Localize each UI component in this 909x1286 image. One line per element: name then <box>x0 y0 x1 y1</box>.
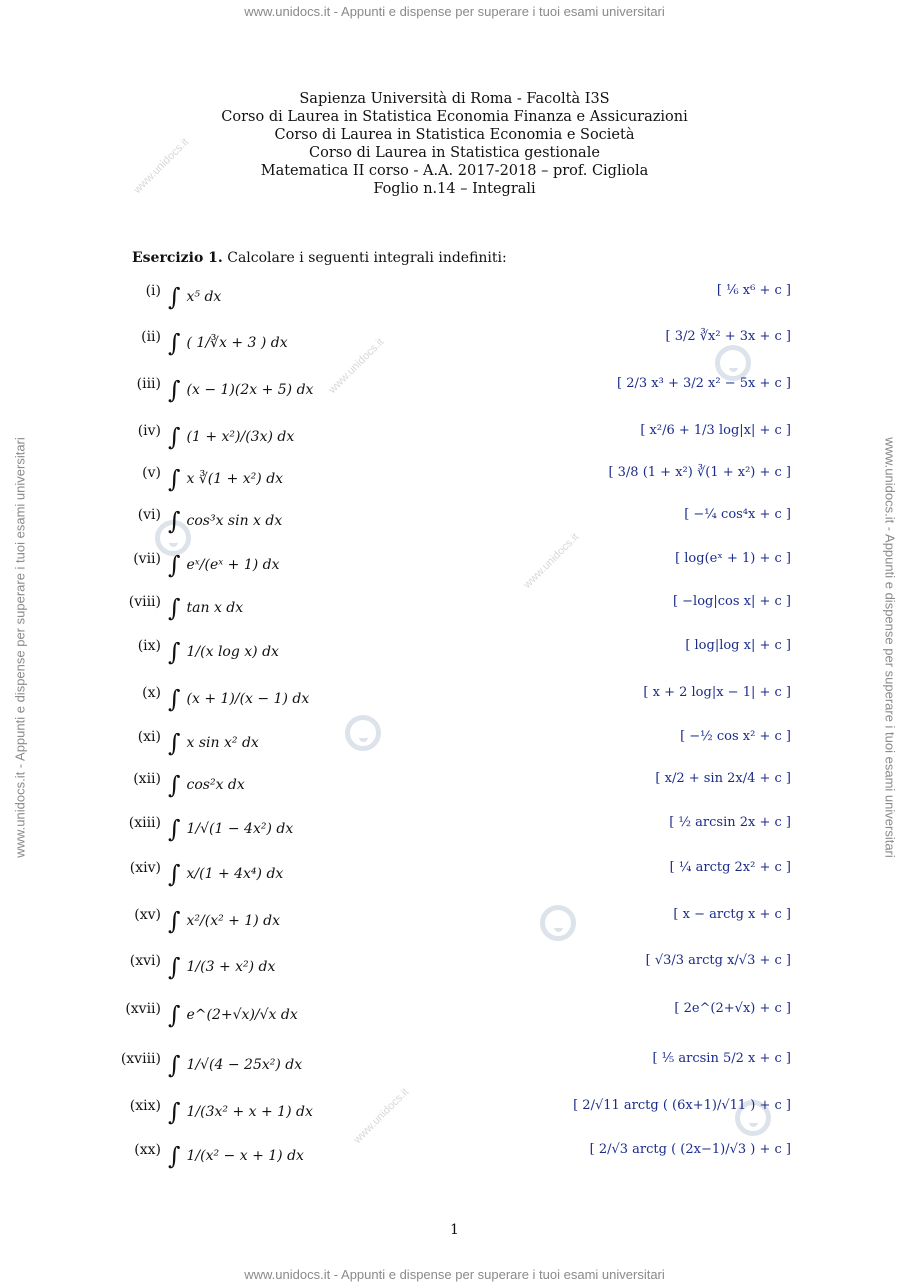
item-label: (iii) <box>136 376 161 392</box>
item-integral <box>168 1001 298 1029</box>
exercise-item <box>0 953 909 983</box>
item-label: (xiii) <box>128 815 161 831</box>
item-integral <box>168 953 275 981</box>
watermark-banner-bottom: www.unidocs.it - Appunti e dispense per superare i tuoi esami universitari <box>244 1267 665 1282</box>
item-label: (xi) <box>137 729 161 745</box>
item-answer: [ −¼ cos⁴x + c ] <box>684 507 791 522</box>
item-integrand: x ∛(1 + x²) dx <box>186 471 284 487</box>
item-integrand: x⁵ dx <box>186 289 222 305</box>
integral-sign-icon: ∫ <box>168 729 181 757</box>
item-integrand: 1/(3x² + x + 1) dx <box>186 1104 313 1120</box>
item-integral <box>168 685 309 713</box>
integral-sign-icon: ∫ <box>168 551 181 579</box>
item-integrand: x/(1 + 4x⁴) dx <box>186 866 284 882</box>
integral-sign-icon: ∫ <box>168 638 181 666</box>
header-line: Corso di Laurea in Statistica Economia Finanza e Assicurazioni <box>221 109 688 125</box>
item-answer: [ −½ cos x² + c ] <box>680 729 791 744</box>
item-label: (viii) <box>128 594 161 610</box>
integral-sign-icon: ∫ <box>168 1051 181 1079</box>
item-answer: [ 2/√11 arctg ( (6x+1)/√11 ) + c ] <box>573 1098 791 1113</box>
integral-sign-icon: ∫ <box>168 685 181 713</box>
item-answer: [ 3/8 (1 + x²) ∛(1 + x²) + c ] <box>608 465 791 480</box>
integral-sign-icon: ∫ <box>168 376 181 404</box>
watermark-diagonal: www.unidocs.it <box>131 136 192 196</box>
header-line: Foglio n.14 – Integrali <box>373 181 536 197</box>
item-integrand: cos²x dx <box>186 777 245 793</box>
item-integrand: cos³x sin x dx <box>186 513 283 529</box>
integral-sign-icon: ∫ <box>168 594 181 622</box>
item-answer: [ 2/3 x³ + 3/2 x² − 5x + c ] <box>617 376 791 391</box>
item-integral <box>168 1098 313 1126</box>
exercise-instruction: Calcolare i seguenti integrali indefiniti: <box>227 250 507 266</box>
item-integral <box>168 907 280 935</box>
item-label: (xvi) <box>129 953 161 969</box>
item-answer: [ log(eˣ + 1) + c ] <box>675 551 791 566</box>
item-label: (vii) <box>133 551 161 567</box>
item-label: (xix) <box>129 1098 161 1114</box>
item-integrand: e^(2+√x)/√x dx <box>186 1007 298 1023</box>
item-answer: [ x + 2 log|x − 1| + c ] <box>643 685 791 700</box>
item-integral <box>168 771 245 799</box>
document-header <box>0 90 909 198</box>
exercise-number: Esercizio 1. <box>132 250 223 266</box>
item-label: (ii) <box>141 329 161 345</box>
item-integral <box>168 860 283 888</box>
item-integrand: tan x dx <box>186 600 244 616</box>
item-label: (xii) <box>133 771 161 787</box>
item-label: (xiv) <box>129 860 161 876</box>
item-integrand: 1/(x² − x + 1) dx <box>186 1148 304 1164</box>
item-answer: [ x²/6 + 1/3 log|x| + c ] <box>640 423 791 438</box>
integral-sign-icon: ∫ <box>168 507 181 535</box>
item-integrand: x²/(x² + 1) dx <box>186 913 281 929</box>
item-answer: [ log|log x| + c ] <box>685 638 791 653</box>
item-integrand: eˣ/(eˣ + 1) dx <box>186 557 280 573</box>
item-integrand: 1/√(1 − 4x²) dx <box>186 821 294 837</box>
item-integral <box>168 507 282 535</box>
header-line: Matematica II corso - A.A. 2017-2018 – prof. Cigliola <box>260 163 649 179</box>
watermark-diagonal: www.unidocs.it <box>351 1086 412 1146</box>
exercise-item <box>0 1051 909 1081</box>
exercise-item <box>0 860 909 890</box>
integral-sign-icon: ∫ <box>168 953 181 981</box>
item-answer: [ ⅙ x⁶ + c ] <box>716 283 791 298</box>
item-label: (xx) <box>134 1142 161 1158</box>
integral-sign-icon: ∫ <box>168 423 181 451</box>
exercise-item <box>0 638 909 668</box>
integral-sign-icon: ∫ <box>168 283 181 311</box>
exercise-item <box>0 551 909 581</box>
exercise-item <box>0 283 909 313</box>
integral-sign-icon: ∫ <box>168 815 181 843</box>
exercise-item <box>0 1098 909 1128</box>
item-integral <box>168 815 293 843</box>
page-number: 1 <box>450 1222 459 1238</box>
item-label: (x) <box>142 685 161 701</box>
item-label: (v) <box>142 465 161 481</box>
item-label: (xviii) <box>120 1051 161 1067</box>
item-label: (iv) <box>137 423 161 439</box>
integral-sign-icon: ∫ <box>168 860 181 888</box>
item-integrand: (1 + x²)/(3x) dx <box>186 429 295 445</box>
item-answer: [ ½ arcsin 2x + c ] <box>669 815 791 830</box>
item-answer: [ √3/3 arctg x/√3 + c ] <box>645 953 791 968</box>
item-integral <box>168 551 280 579</box>
item-answer: [ 2e^(2+√x) + c ] <box>674 1001 791 1016</box>
item-integral <box>168 1051 302 1079</box>
header-line: Sapienza Università di Roma - Facoltà I3S <box>299 91 610 107</box>
exercise-item <box>0 729 909 759</box>
item-answer: [ x/2 + sin 2x/4 + c ] <box>655 771 791 786</box>
integral-sign-icon: ∫ <box>168 1142 181 1170</box>
exercise-title <box>132 250 507 266</box>
item-integrand: (x + 1)/(x − 1) dx <box>186 691 310 707</box>
item-integral <box>168 1142 304 1170</box>
exercise-item <box>0 907 909 937</box>
item-integral <box>168 638 279 666</box>
item-label: (ix) <box>137 638 161 654</box>
item-integral <box>168 729 259 757</box>
watermark-diagonal: www.unidocs.it <box>521 531 582 591</box>
watermark-banner-right: www.unidocs.it - Appunti e dispense per superare i tuoi esami universitari <box>882 437 898 858</box>
item-integral <box>168 594 243 622</box>
item-integral <box>168 329 288 357</box>
item-integral <box>168 423 294 451</box>
item-integrand: (x − 1)(2x + 5) dx <box>186 382 314 398</box>
exercise-item <box>0 1142 909 1172</box>
item-answer: [ ¼ arctg 2x² + c ] <box>669 860 791 875</box>
exercise-item <box>0 1001 909 1031</box>
exercise-item <box>0 423 909 453</box>
item-answer: [ ⅕ arcsin 5/2 x + c ] <box>652 1051 791 1066</box>
integral-sign-icon: ∫ <box>168 907 181 935</box>
exercise-item <box>0 685 909 715</box>
item-integrand: 1/(3 + x²) dx <box>186 959 276 975</box>
item-label: (vi) <box>137 507 161 523</box>
item-integral <box>168 376 313 404</box>
exercise-item <box>0 329 909 359</box>
exercise-item <box>0 815 909 845</box>
item-label: (xv) <box>134 907 161 923</box>
watermark-diagonal: www.unidocs.it <box>326 336 387 396</box>
item-answer: [ 3/2 ∛x² + 3x + c ] <box>665 329 791 344</box>
exercise-item <box>0 594 909 624</box>
header-line: Corso di Laurea in Statistica gestionale <box>309 145 600 161</box>
watermark-banner-top: www.unidocs.it - Appunti e dispense per superare i tuoi esami universitari <box>244 4 665 19</box>
item-integrand: x sin x² dx <box>186 735 259 751</box>
exercise-item <box>0 771 909 801</box>
integral-sign-icon: ∫ <box>168 329 181 357</box>
item-integrand: 1/(x log x) dx <box>186 644 279 660</box>
integral-sign-icon: ∫ <box>168 1001 181 1029</box>
item-answer: [ −log|cos x| + c ] <box>672 594 791 609</box>
item-integral <box>168 283 221 311</box>
item-integrand: 1/√(4 − 25x²) dx <box>186 1057 303 1073</box>
exercise-item <box>0 376 909 406</box>
item-integrand: ( 1/∛x + 3 ) dx <box>186 335 288 351</box>
item-answer: [ 2/√3 arctg ( (2x−1)/√3 ) + c ] <box>589 1142 791 1157</box>
integral-sign-icon: ∫ <box>168 465 181 493</box>
item-label: (xvii) <box>125 1001 161 1017</box>
integral-sign-icon: ∫ <box>168 1098 181 1126</box>
item-label: (i) <box>145 283 161 299</box>
header-line: Corso di Laurea in Statistica Economia e Società <box>274 127 635 143</box>
integral-sign-icon: ∫ <box>168 771 181 799</box>
item-integral <box>168 465 283 493</box>
item-answer: [ x − arctg x + c ] <box>673 907 791 922</box>
watermark-banner-left: www.unidocs.it - Appunti e dispense per superare i tuoi esami universitari <box>12 437 28 858</box>
exercise-item <box>0 507 909 537</box>
exercise-item <box>0 465 909 495</box>
